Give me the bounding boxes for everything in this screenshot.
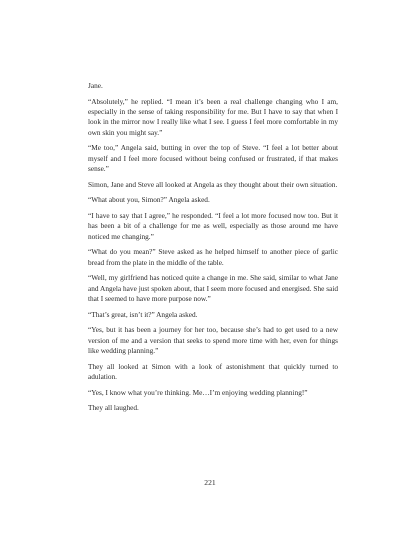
paragraph: “Yes, but it has been a journey for her too, because she’s had to get used to a new version of me and a version that seeks to spend more time with her, even for things like wedding planning.” <box>88 325 338 356</box>
paragraph: “That’s great, isn’t it?” Angela asked. <box>88 309 198 319</box>
paragraph: “What do you mean?” Steve asked as he helped himself to another piece of garlic bread from the plate in the middle of the table. <box>88 247 338 267</box>
paragraph: Jane. <box>88 81 103 90</box>
paragraph: “I have to say that I agree,” he responded. “I feel a lot more focused now too. But it has been a bit of a challenge for me as well, especially as those around me have noticed me changing.” <box>88 211 338 241</box>
paragraph: “Well, my girlfriend has noticed quite a change in me. She said, similar to what Jane and Angela have just spoken about, that I seem more focused and energised. She said that I seemed to have more purpose now.” <box>88 273 338 304</box>
paragraph: “What about you, Simon?” Angela asked. <box>88 195 210 205</box>
paragraph: “Absolutely,” he replied. “I mean it’s been a real challenge changing who I am, especially in the sense of taking responsibility for me. But I have to say that when I look in the mirror now I really like what I see. I guess I feel more comfortable in my own skin you might say.” <box>88 96 338 137</box>
paragraph: Simon, Jane and Steve all looked at Angela as they thought about their own situation. <box>88 179 338 189</box>
page-number: 221 <box>204 478 216 487</box>
paragraph: They all looked at Simon with a look of astonishment that quickly turned to adulation. <box>88 361 338 382</box>
paragraph: They all laughed. <box>88 403 139 413</box>
body-text <box>88 81 338 419</box>
paragraph: “Yes, I know what you’re thinking. Me…I’m enjoying wedding planning!” <box>88 387 308 397</box>
paragraph: “Me too,” Angela said, butting in over the top of Steve. “I feel a lot better about myself and I feel more focused without being confused or frustrated, if that makes sense.” <box>88 143 338 174</box>
